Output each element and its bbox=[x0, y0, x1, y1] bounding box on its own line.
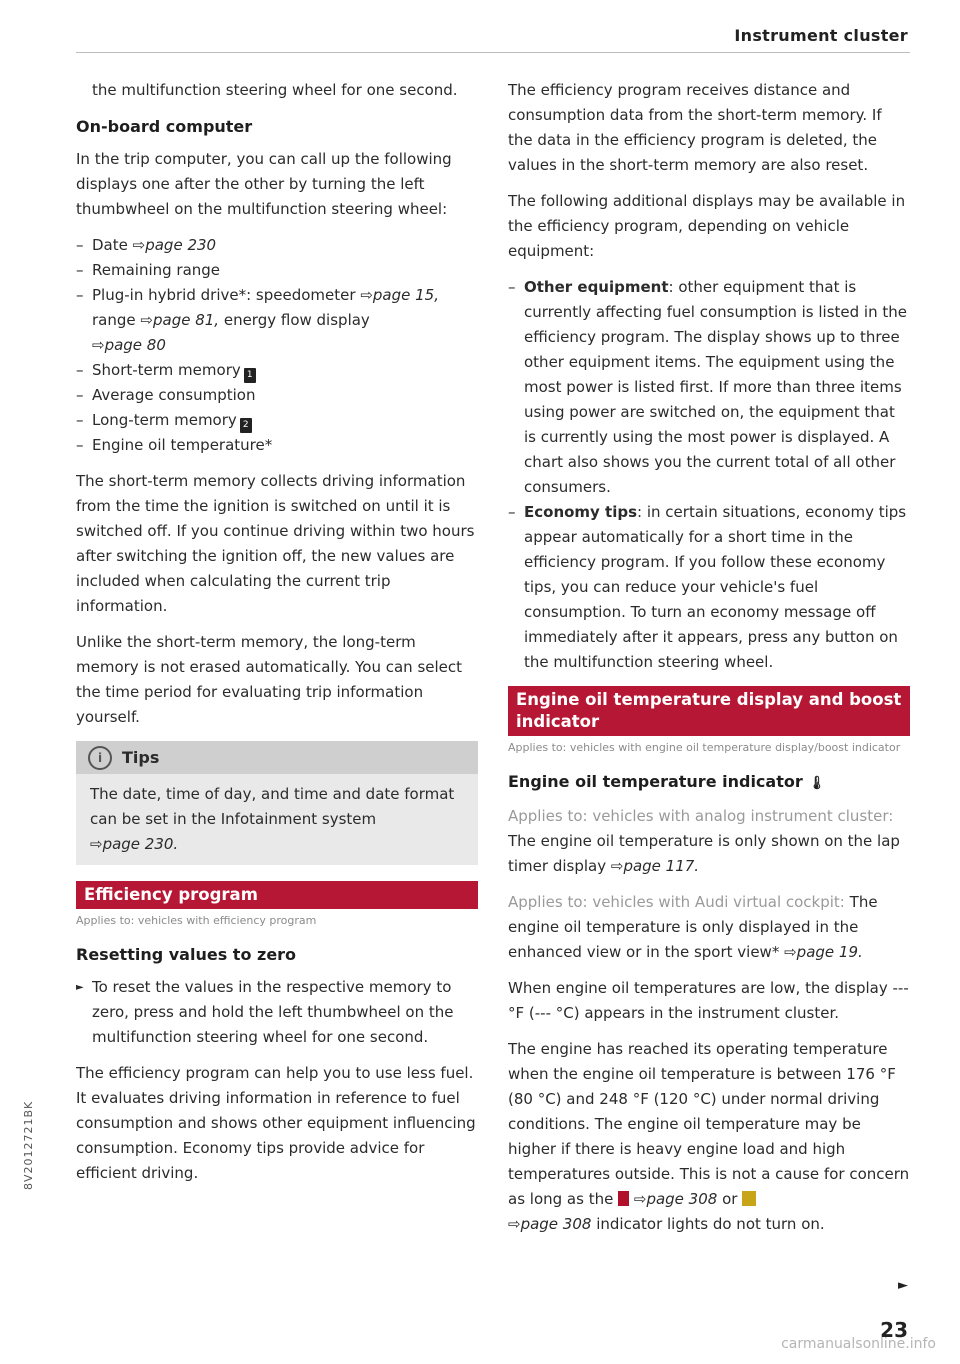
right-column bbox=[508, 78, 910, 1248]
page-link[interactable]: ⇨page 81, bbox=[140, 311, 220, 329]
onboard-intro: In the trip computer, you can call up the following displays one after the other by turning the left thumbwheel on the multifunction steering wheel: bbox=[76, 150, 452, 218]
reset-heading: Resetting values to zero bbox=[76, 945, 297, 964]
section-title: Instrument cluster bbox=[734, 26, 908, 45]
page-link[interactable]: ⇨page 230. bbox=[90, 835, 179, 853]
page-link[interactable]: ⇨page 80 bbox=[92, 336, 166, 354]
additional-displays-paragraph: The following additional displays may be available in the efficiency program, depending on vehicle equipment: bbox=[508, 192, 906, 260]
list-item: – Long-term memory 2 bbox=[76, 408, 478, 433]
analog-paragraph: Applies to: vehicles with analog instrument cluster: The engine oil temperature is only shown on the lap timer display ⇨page 117. bbox=[508, 807, 900, 875]
oil-temperature-icon: 🌡 bbox=[808, 776, 825, 791]
efficiency-data-paragraph: The efficiency program receives distance and consumption data from the short-term memory. If the data in the efficiency program is deleted, the values in the short-term memory are also reset. bbox=[508, 81, 882, 174]
header-divider bbox=[76, 52, 910, 53]
list-item: – Short-term memory 1 bbox=[76, 358, 478, 383]
step-item: ► To reset the values in the respective memory to zero, press and hold the left thumbwheel on the multifunction steering wheel for one second. bbox=[76, 975, 478, 1050]
page-link[interactable]: ⇨page 19. bbox=[784, 943, 863, 961]
efficiency-list bbox=[508, 275, 910, 675]
watermark: carmanualsonline.info bbox=[781, 1336, 936, 1352]
trip-display-list bbox=[76, 233, 478, 458]
continue-arrow-icon: ► bbox=[898, 1278, 908, 1293]
virtual-paragraph: Applies to: vehicles with Audi virtual cockpit: The engine oil temperature is only displayed in the enhanced view or in the sport view* ⇨page 19. bbox=[508, 893, 878, 961]
tips-title: Tips bbox=[122, 748, 160, 767]
efficiency-banner: Efficiency program bbox=[76, 881, 478, 909]
short-term-paragraph: The short-term memory collects driving information from the time the ignition is switched on until it is switched off. If you continue driving within two hours after switching the ignition off, the new values are included when calculating the current trip information. bbox=[76, 472, 475, 615]
yellow-warning-icon bbox=[742, 1191, 756, 1206]
efficiency-paragraph: The efficiency program can help you to use less fuel. It evaluates driving information in reference to fuel consumption and shows other equipment influencing consumption. Economy tips provide advice for efficient driving. bbox=[76, 1064, 476, 1182]
oil-heading: Engine oil temperature indicator 🌡 bbox=[508, 772, 825, 791]
low-temp-paragraph: When engine oil temperatures are low, the display --- °F (--- °C) appears in the instrument cluster. bbox=[508, 979, 909, 1022]
tips-box bbox=[76, 741, 478, 865]
page-link[interactable]: ⇨page 230 bbox=[132, 236, 217, 254]
list-item: – Average consumption bbox=[76, 383, 478, 408]
list-item: – Date ⇨page 230 bbox=[76, 233, 478, 258]
marker-1-icon: 1 bbox=[244, 368, 256, 383]
info-icon: i bbox=[88, 746, 112, 770]
list-item: – Remaining range bbox=[76, 258, 478, 283]
tips-text: The date, time of day, and time and date format can be set in the Infotainment system ⇨page 230. bbox=[90, 785, 455, 853]
page-link[interactable]: ⇨page 15, bbox=[360, 286, 439, 304]
reset-steps bbox=[76, 975, 478, 1050]
efficiency-applies: Applies to: vehicles with efficiency program bbox=[76, 914, 317, 927]
tips-header bbox=[76, 741, 478, 774]
list-item: – Plug-in hybrid drive*: speedometer ⇨page 15, range ⇨page 81, energy flow display ⇨page 80 bbox=[76, 283, 478, 358]
list-item: – Economy tips: in certain situations, economy tips appear automatically for a short time in the efficiency program. If you follow these economy tips, you can reduce your vehicle's fuel consumption. To turn an economy message off immediately after it appears, press any button on the multifunction steering wheel. bbox=[508, 500, 910, 675]
oil-applies: Applies to: vehicles with engine oil temperature display/boost indicator bbox=[508, 741, 901, 754]
page-link[interactable]: ⇨page 117. bbox=[610, 857, 700, 875]
marker-2-icon: 2 bbox=[240, 418, 252, 433]
left-column bbox=[76, 78, 478, 1197]
page-link[interactable]: ⇨page 308 bbox=[508, 1215, 592, 1233]
list-item: – Engine oil temperature* bbox=[76, 433, 478, 458]
document-code: 8V2012721BK bbox=[22, 1100, 35, 1190]
onboard-heading: On-board computer bbox=[76, 117, 253, 136]
operating-temp-paragraph: The engine has reached its operating temperature when the engine oil temperature is between 176 °F (80 °C) and 248 °F (120 °C) under normal driving conditions. The engine oil temperature may be higher if there is heavy engine load and high temperatures outside. This is not a cause for concern as long as the ⇨page 308 or ⇨page 308 indicator lights do not turn on. bbox=[508, 1040, 910, 1233]
page-number: 23 bbox=[880, 1318, 908, 1342]
oil-banner: Engine oil temperature display and boost indicator bbox=[508, 686, 910, 736]
page-link[interactable]: ⇨page 308 bbox=[633, 1190, 718, 1208]
red-warning-icon bbox=[618, 1191, 629, 1206]
long-term-paragraph: Unlike the short-term memory, the long-term memory is not erased automatically. You can select the time period for evaluating trip information yourself. bbox=[76, 633, 463, 726]
list-item: – Other equipment: other equipment that is currently affecting fuel consumption is listed in the efficiency program. The display shows up to three other equipment items. The equipment using the most power is listed first. If more than three items using power are switched on, the equipment that is currently using the most power is displayed. A chart also shows you the current total of all other consumers. bbox=[508, 275, 910, 500]
continued-paragraph: the multifunction steering wheel for one second. bbox=[92, 81, 458, 99]
